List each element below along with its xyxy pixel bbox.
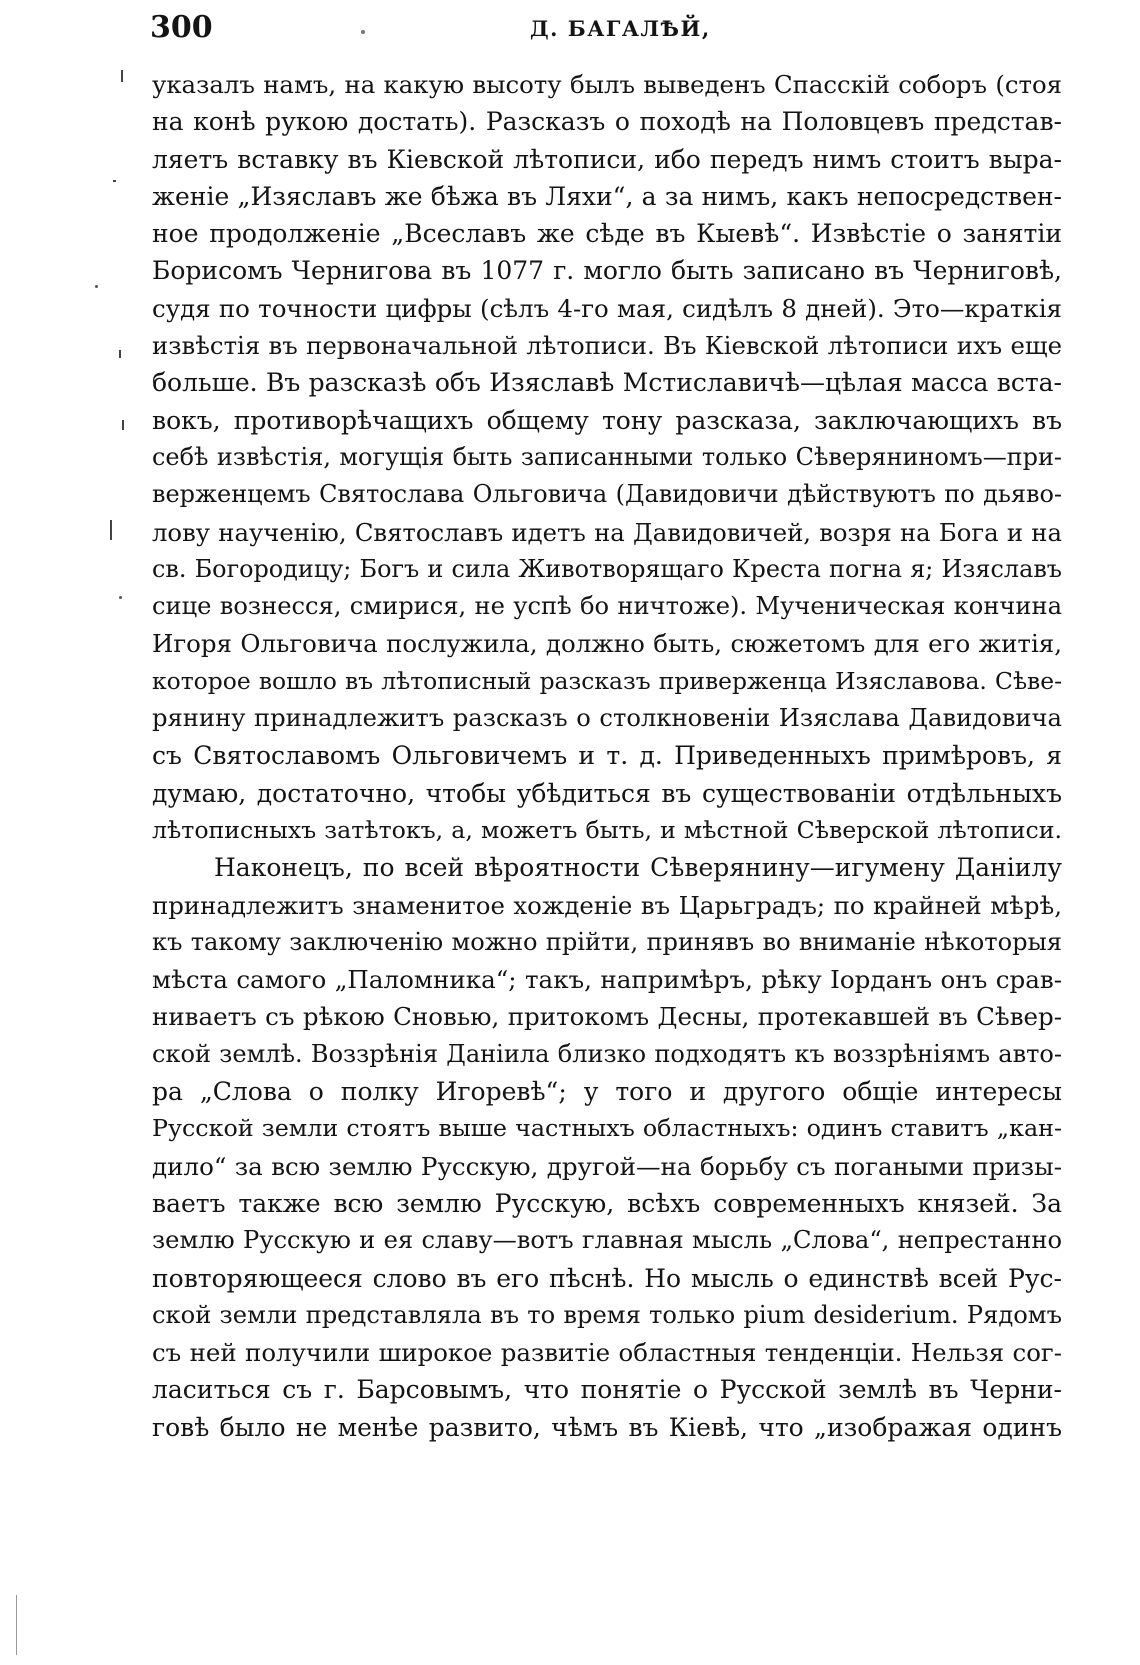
margin-mark (119, 596, 122, 599)
text-line: думаю, достаточно, чтобы убѣдиться въ существованіи отдѣльныхъ (152, 778, 1062, 808)
text-line: себѣ извѣстія, могущія быть записанными только Сѣверяниномъ—при- (152, 442, 1062, 471)
margin-mark (110, 520, 112, 540)
text-line: лѣтописныхъ затѣтокъ, а, можетъ быть, и мѣстной Сѣверской лѣтописи. (152, 815, 1062, 844)
page-header (150, 8, 1054, 48)
text-line: повторяющееся слово въ его пѣснѣ. Но мысль о единствѣ всей Рус- (152, 1263, 1062, 1293)
text-line: ской земли представляла въ то время только pium desiderium. Рядомъ (152, 1300, 1062, 1329)
text-line: рянину принадлежитъ разсказъ о столкновеніи Изяслава Давидовича (152, 704, 1062, 733)
running-head: Д. БАГАЛѢЙ, (530, 16, 711, 41)
text-line: говѣ было не менѣе развито, чѣмъ въ Кіевѣ, что „изображая одинъ (152, 1412, 1062, 1442)
text-line: дило“ за всю землю Русскую, другой—на борьбу съ погаными призы- (152, 1151, 1062, 1181)
margin-mark (95, 285, 98, 288)
text-line: указалъ намъ, на какую высоту былъ выведенъ Спасскій соборъ (стоя (152, 70, 1062, 99)
text-line: ской землѣ. Воззрѣнія Даніила близко подходятъ къ воззрѣніямъ авто- (152, 1039, 1062, 1068)
text-line: которое вошло въ лѣтописный разсказъ приверженца Изяславова. Сѣве- (152, 666, 1062, 695)
text-line: съ ней получили широкое развитіе областныя тенденціи. Нельзя сог- (152, 1338, 1062, 1368)
text-line: принадлежитъ знаменитое хожденіе въ Царьградъ; по крайней мѣрѣ, (152, 890, 1062, 920)
text-line: женіе „Изяславъ же бѣжа въ Ляхи“, а за нимъ, какъ непосредствен- (152, 181, 1062, 211)
text-line: ляетъ вставку въ Кіевской лѣтописи, ибо передъ нимъ стоитъ выра- (152, 144, 1062, 174)
text-line: съ Святославомъ Ольговичемъ и т. д. Приведенныхъ примѣровъ, я (152, 741, 1062, 771)
text-line: извѣстія въ первоначальной лѣтописи. Въ Кіевской лѣтописи ихъ еще (152, 331, 1062, 361)
text-line: лову наученію, Святославъ идетъ на Давидовичей, возря на Бога и на (152, 517, 1062, 547)
text-line: мѣста самого „Паломника“; такъ, напримѣръ, рѣку Іорданъ онъ срав- (152, 965, 1062, 995)
text-line: Русской земли стоятъ выше частныхъ областныхъ: одинъ ставитъ „кан- (152, 1114, 1062, 1143)
text-line: судя по точности цифры (сѣлъ 4-го мая, сидѣлъ 8 дней). Это—краткія (152, 293, 1062, 323)
text-line: св. Богородицу; Богъ и сила Животворящаго Креста погна я; Изяславъ (152, 554, 1062, 583)
text-line: ное продолженіе „Всеславъ же сѣде въ Кыевѣ“. Извѣстіе о занятіи (152, 219, 1062, 249)
margin-mark (122, 420, 124, 430)
page-number: 300 (150, 10, 213, 45)
margin-mark (113, 180, 116, 182)
text-line: на конѣ рукою достать). Разсказъ о походѣ на Половцевъ представ- (152, 107, 1062, 137)
text-line: вокъ, противорѣчащихъ общему тону разсказа, заключающихъ въ (152, 405, 1062, 435)
text-line: ласиться съ г. Барсовымъ, что понятіе о Русской землѣ въ Черни- (152, 1375, 1062, 1405)
body-text (152, 66, 1062, 1446)
text-line: Игоря Ольговича послужила, должно быть, сюжетомъ для его житія, (152, 629, 1062, 659)
text-line: къ такому заключенію можно прійти, принявъ во вниманіе нѣкоторыя (152, 927, 1062, 956)
text-line: больше. Въ разсказѣ объ Изяславѣ Мстиславичѣ—цѣлая масса вста- (152, 368, 1062, 398)
margin-mark (121, 70, 123, 82)
text-line: ниваетъ съ рѣкою Сновью, притокомъ Десны, протекавшей въ Сѣвер- (152, 1002, 1062, 1032)
paragraph-first-line: Наконецъ, по всей вѣроятности Сѣверянину—игумену Даніилу (214, 853, 1062, 883)
text-line: землю Русскую и ея славу—вотъ главная мысль „Слова“, непрестанно (152, 1226, 1062, 1255)
text-line: ра „Слова о полку Игоревѣ“; у того и другого общіе интересы (152, 1077, 1062, 1107)
margin-mark (119, 350, 121, 358)
text-line: ваетъ также всю землю Русскую, всѣхъ современныхъ князей. За (152, 1188, 1062, 1218)
text-line: верженцемъ Святослава Ольговича (Давидовичи дѣйствуютъ по дьяво- (152, 480, 1062, 509)
text-line: сице вознесся, смирися, не успѣ бо ничтоже). Мученическая кончина (152, 592, 1062, 621)
scan-edge-line (16, 1595, 17, 1655)
header-speck (361, 30, 365, 34)
text-line: Борисомъ Чернигова въ 1077 г. могло быть записано въ Черниговѣ, (152, 256, 1062, 286)
